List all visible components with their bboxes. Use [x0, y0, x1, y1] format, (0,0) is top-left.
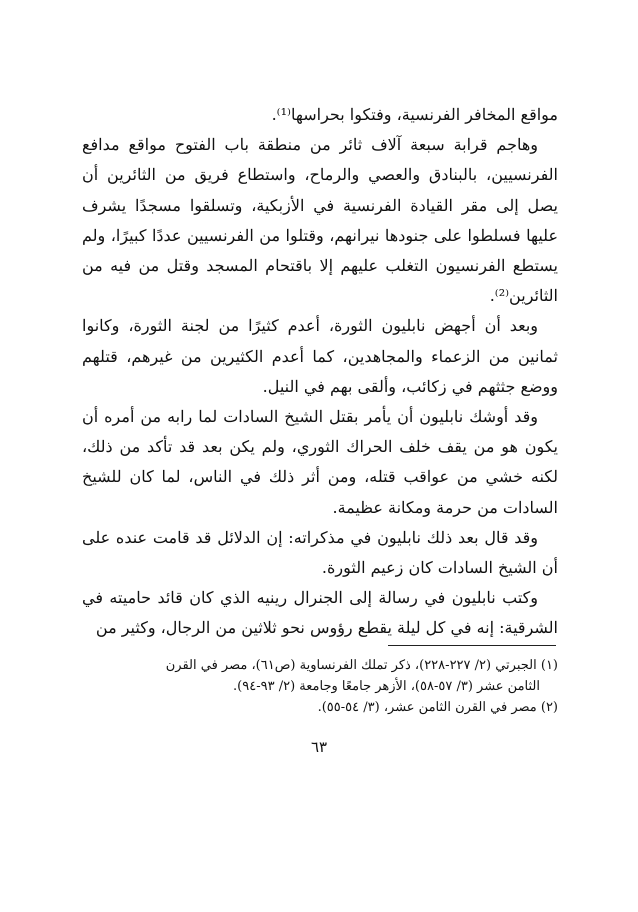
paragraph-5: وقد قال بعد ذلك نابليون في مذكراته: إن الدلائل قد قامت عنده على أن الشيخ السادات كان زعيم الثورة.	[82, 527, 558, 578]
footnotes	[82, 655, 558, 718]
paragraph-3: وبعد أن أجهض نابليون الثورة، أعدم كثيرًا من لجنة الثورة، وكانوا ثمانين من الزعماء والمجاهدين، كما أعدم الكثيرين من غيرهم، قتلهم ووضع جثثهم في زكائب، وألقى بهم في النيل.	[82, 316, 558, 396]
paragraph-2: وهاجم قرابة سبعة آلاف ثائر من منطقة باب الفتوح مواقع مدافع الفرنسيين، بالبنادق والعصي والرماح، واستطاع فريق من الثائرين أن يصل إلى مقر القيادة الفرنسية في الأزبكية، وتسلقوا مسجدًا يشرف عليها فسلطوا على جنودها نيرانهم، وقتلوا من الفرنسيين عددًا كبيرًا، ولم يستطع الفرنسيون التغلب عليهم إلا باقتحام المسجد وقتل من فيه من الثائرين⁽²⁾.	[82, 135, 559, 306]
footnote-1-line-2: الثامن عشر (٣/ ٥٧-٥٨)، الأزهر جامعًا وجامعة (٢/ ٩٣-٩٤).	[233, 679, 540, 694]
main-text	[82, 100, 558, 644]
footnote-2: (٢) مصر في القرن الثامن عشر، (٣/ ٥٤-٥٥).	[317, 700, 558, 715]
paragraph-4: وقد أوشك نابليون أن يأمر بقتل الشيخ السادات لما رابه من أمره أن يكون هو من يقف خلف الحراك الثوري، ولم يكن بعد قد تأكد من ذلك، لكنه خشي من عواقب قتله، ومن أثر ذلك في الناس، لما كان للشيخ السادات من حرمة ومكانة عظيمة.	[82, 407, 559, 517]
footnote-separator	[388, 645, 556, 646]
page-number: ٦٣	[310, 738, 328, 756]
paragraph-1: مواقع المخافر الفرنسية، وفتكوا بحراسها⁽¹⁾.	[271, 105, 558, 124]
paragraph-6: وكتب نابليون في رسالة إلى الجنرال رينيه الذي كان قائد حاميته في الشرقية: إنه في كل ليلة يقطع رؤوس نحو ثلاثين من الرجال، وكثير من	[82, 588, 558, 638]
footnote-1-line-1: (١) الجبرتي (٢/ ٢٢٧-٢٢٨)، ذكر تملك الفرنساوية (ص٦١)، مصر في القرن	[165, 658, 558, 673]
